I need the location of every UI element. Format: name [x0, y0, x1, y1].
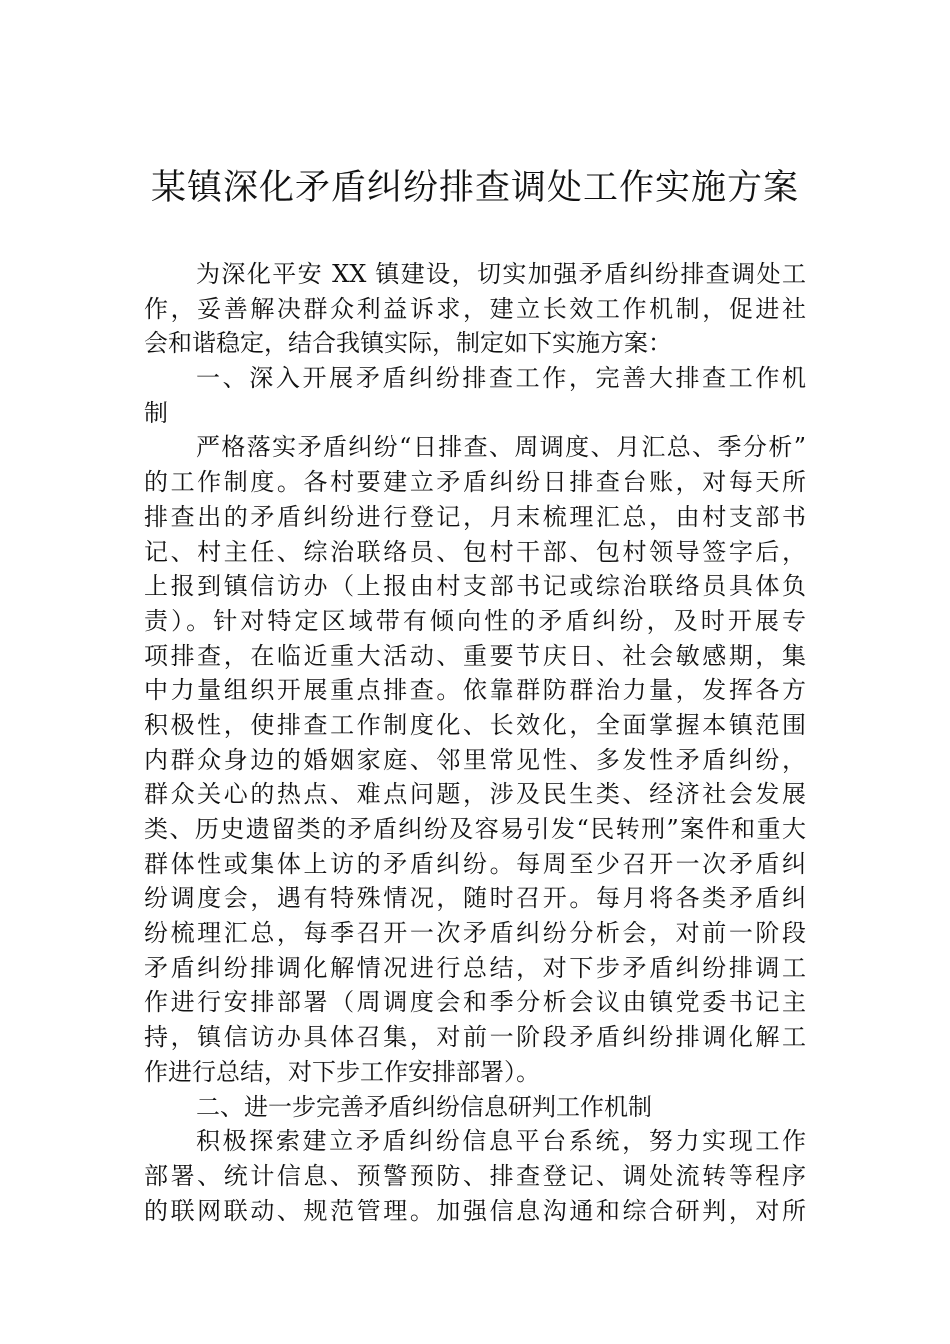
text-line: 作进行总结，对下步工作安排部署）。 [144, 1057, 540, 1086]
text-line: 制 [144, 398, 168, 427]
text-line: 纷调度会，遇有特殊情况，随时召开。每月将各类矛盾纠 [144, 884, 806, 913]
text-line: 二、进一步完善矛盾纠纷信息研判工作机制 [196, 1092, 652, 1121]
text-line: 严格落实矛盾纠纷“日排查、周调度、月汇总、季分析” [196, 433, 806, 462]
text-line: 作进行安排部署（周调度会和季分析会议由镇党委书记主 [144, 988, 806, 1017]
text-line: 上报到镇信访办（上报由村支部书记或综治联络员具体负 [144, 572, 806, 601]
text-line: 矛盾纠纷排调化解情况进行总结，对下步矛盾纠纷排调工 [144, 953, 806, 982]
text-line: 责）。针对特定区域带有倾向性的矛盾纠纷，及时开展专 [144, 606, 806, 635]
text-line: 中力量组织开展重点排查。依靠群防群治力量，发挥各方 [144, 676, 806, 705]
text-line: 记、村主任、综治联络员、包村干部、包村领导签字后， [144, 537, 806, 566]
text-line: 为深化平安 XX 镇建设，切实加强矛盾纠纷排查调处工 [196, 260, 806, 288]
text-line: 类、历史遗留类的矛盾纠纷及容易引发“民转刑”案件和重大 [144, 815, 806, 843]
text-line: 积极性，使排查工作制度化、长效化，全面掌握本镇范围 [144, 710, 806, 739]
text-line: 会和谐稳定，结合我镇实际，制定如下实施方案： [144, 329, 672, 358]
text-line: 项排查，在临近重大活动、重要节庆日、社会敏感期，集 [144, 641, 806, 670]
text-line: 群众关心的热点、难点问题，涉及民生类、经济社会发展 [144, 780, 806, 809]
text-line: 内群众身边的婚姻家庭、邻里常见性、多发性矛盾纠纷， [144, 745, 806, 774]
text-line: 群体性或集体上访的矛盾纠纷。每周至少召开一次矛盾纠 [144, 849, 806, 878]
text-line: 持，镇信访办具体召集，对前一阶段矛盾纠纷排调化解工 [144, 1023, 806, 1052]
text-line: 部署、统计信息、预警预防、排查登记、调处流转等程序 [144, 1161, 806, 1190]
text-line: 作，妥善解决群众利益诉求，建立长效工作机制，促进社 [144, 294, 806, 323]
text-line: 的工作制度。各村要建立矛盾纠纷日排查台账，对每天所 [144, 468, 806, 497]
document-body [144, 257, 806, 1228]
text-line: 一、深入开展矛盾纠纷排查工作，完善大排查工作机 [196, 364, 806, 393]
document-title: 某镇深化矛盾纠纷排查调处工作实施方案 [150, 168, 799, 208]
text-line: 纷梳理汇总，每季召开一次矛盾纠纷分析会，对前一阶段 [144, 919, 806, 948]
text-line: 排查出的矛盾纠纷进行登记，月末梳理汇总，由村支部书 [144, 502, 806, 531]
text-line: 的联网联动、规范管理。加强信息沟通和综合研判，对所 [144, 1196, 806, 1225]
text-line: 积极探索建立矛盾纠纷信息平台系统，努力实现工作 [196, 1127, 806, 1156]
